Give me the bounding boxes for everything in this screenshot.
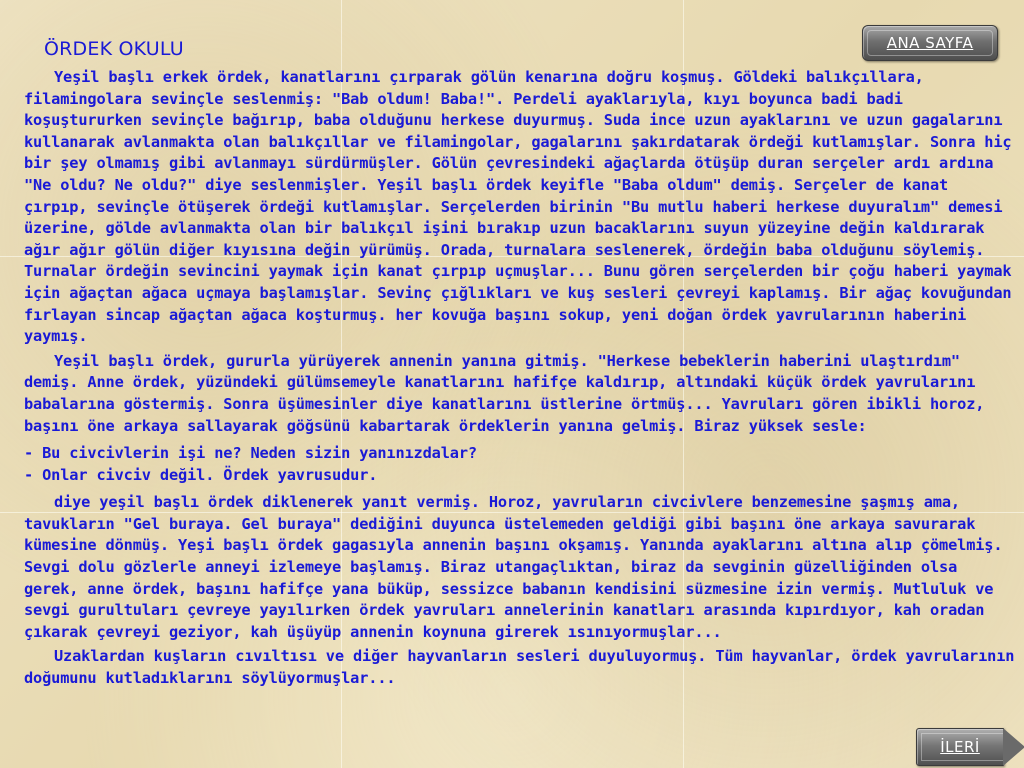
- page-title: ÖRDEK OKULU: [44, 38, 184, 60]
- next-button-label: İLERİ: [940, 738, 980, 756]
- home-button[interactable]: [862, 25, 998, 61]
- paragraph: Yeşil başlı erkek ördek, kanatlarını çırparak gölün kenarına doğru koşmuş. Göldeki balıkçıllara, filamingolara sevinçle seslenmiş: "Bab oldum! Baba!". Perdeli ayaklarıyla, kıyı boyunca badi badi koşuştururken sevinçle bağırıp, baba olduğunu herkese duyurmuş. Suda ince uzun ayaklarını ve uzun gagalarını kullanarak avlanmakta olan balıkçıllar ve filamingolar, gagalarını şakırdatarak ördeği kutlamışlar. Sonra hiç bir şey olmamış gibi avlanmayı sürdürmüşler. Gölün çevresindeki ağaçlarda ötüşüp duran serçeler ardı ardına "Ne oldu? Ne oldu?" diye seslenmişler. Yeşil başlı ördek keyifle "Baba oldum" demiş. Serçeler de kanat çırpıp, sevinçle ötüşerek ördeği kutlamışlar. Serçelerden birinin "Bu mutlu haberi herkese duyuralım" demesi üzerine, gölde avlanmakta olan bir balıkçıl işini bırakıp uzun bacaklarını suyun yüzeyine değin kaldırarak ağır ağır gölün diğer kıyısına değin yürümüş. Orada, turnalara seslenerek, ördeğin baba olduğunu söylemiş. Turnalar ördeğin sevincini yaymak için kanat çırpıp uçmuşlar... Bunu gören serçelerden bir çoğu haberi yaymak için ağaçtan ağaca uçmaya başlamışlar. Sevinç çığlıkları ve kuş sesleri çevreyi kaplamış. Bir ağaç kovuğundan fırlayan sincap ağaçtan ağaca koşturmuş. her kovuğa başını sokup, yeni doğan ördek yavrularının haberini yaymış.: [24, 68, 1012, 346]
- story-text: [24, 67, 1016, 690]
- dialog-line: - Onlar civciv değil. Ördek yavrusudur.: [24, 465, 378, 484]
- paragraph: Yeşil başlı ördek, gururla yürüyerek annenin yanına gitmiş. "Herkese bebeklerin haberini ulaştırdım" demiş. Anne ördek, yüzündeki gülümsemeyle kanatlarını hafifçe kaldırıp, altındaki küçük ördek yavrularını babalarına göstermiş. Sonra üşümesinler diye kanatlarını üstlerine örtmüş... Yavruları gören ibikli horoz, başını öne arkaya sallayarak göğsünü kabartarak ördeklerin yanına gelmiş. Biraz yüksek sesle:: [24, 351, 985, 435]
- next-button[interactable]: [916, 728, 1004, 766]
- paragraph: diye yeşil başlı ördek diklenerek yanıt vermiş. Horoz, yavruların civcivlere benzemesine şaşmış ama, tavukların "Gel buraya. Gel buraya" dediğini duyunca üstelemeden geldiği gibi başını öne arkaya savurarak kümesine dönmüş. Yeşi başlı ördek gagasıyla annenin başını okşamış. Yanında ayaklarını altına alıp çömelmiş. Sevgi dolu gözlerle anneyi izlemeye başlamış. Biraz utangaçlıktan, biraz da sevginin güzelliğinden olsa gerek, anne ördek, başını hafifçe yana büküp, sessizce babanın kendisini süzmesine izin vermiş. Mutluluk ve sevgi gurultuları çevreye yayılırken ördek yavruları annelerinin kanatları arasında kıpırdıyor, kah oradan çıkarak çevreyi geziyor, kah üşüyüp annenin koynuna girerek ısınıyormuşlar...: [24, 493, 1003, 641]
- arrow-right-icon: [1003, 728, 1024, 766]
- home-button-label: ANA SAYFA: [886, 34, 974, 52]
- paragraph: Uzaklardan kuşların cıvıltısı ve diğer hayvanların sesleri duyuluyormuş. Tüm hayvanlar, ördek yavrularının doğumunu kutladıklarını söylüyormuşlar...: [24, 647, 1015, 688]
- dialog-line: - Bu civcivlerin işi ne? Neden sizin yanınızdalar?: [24, 444, 477, 463]
